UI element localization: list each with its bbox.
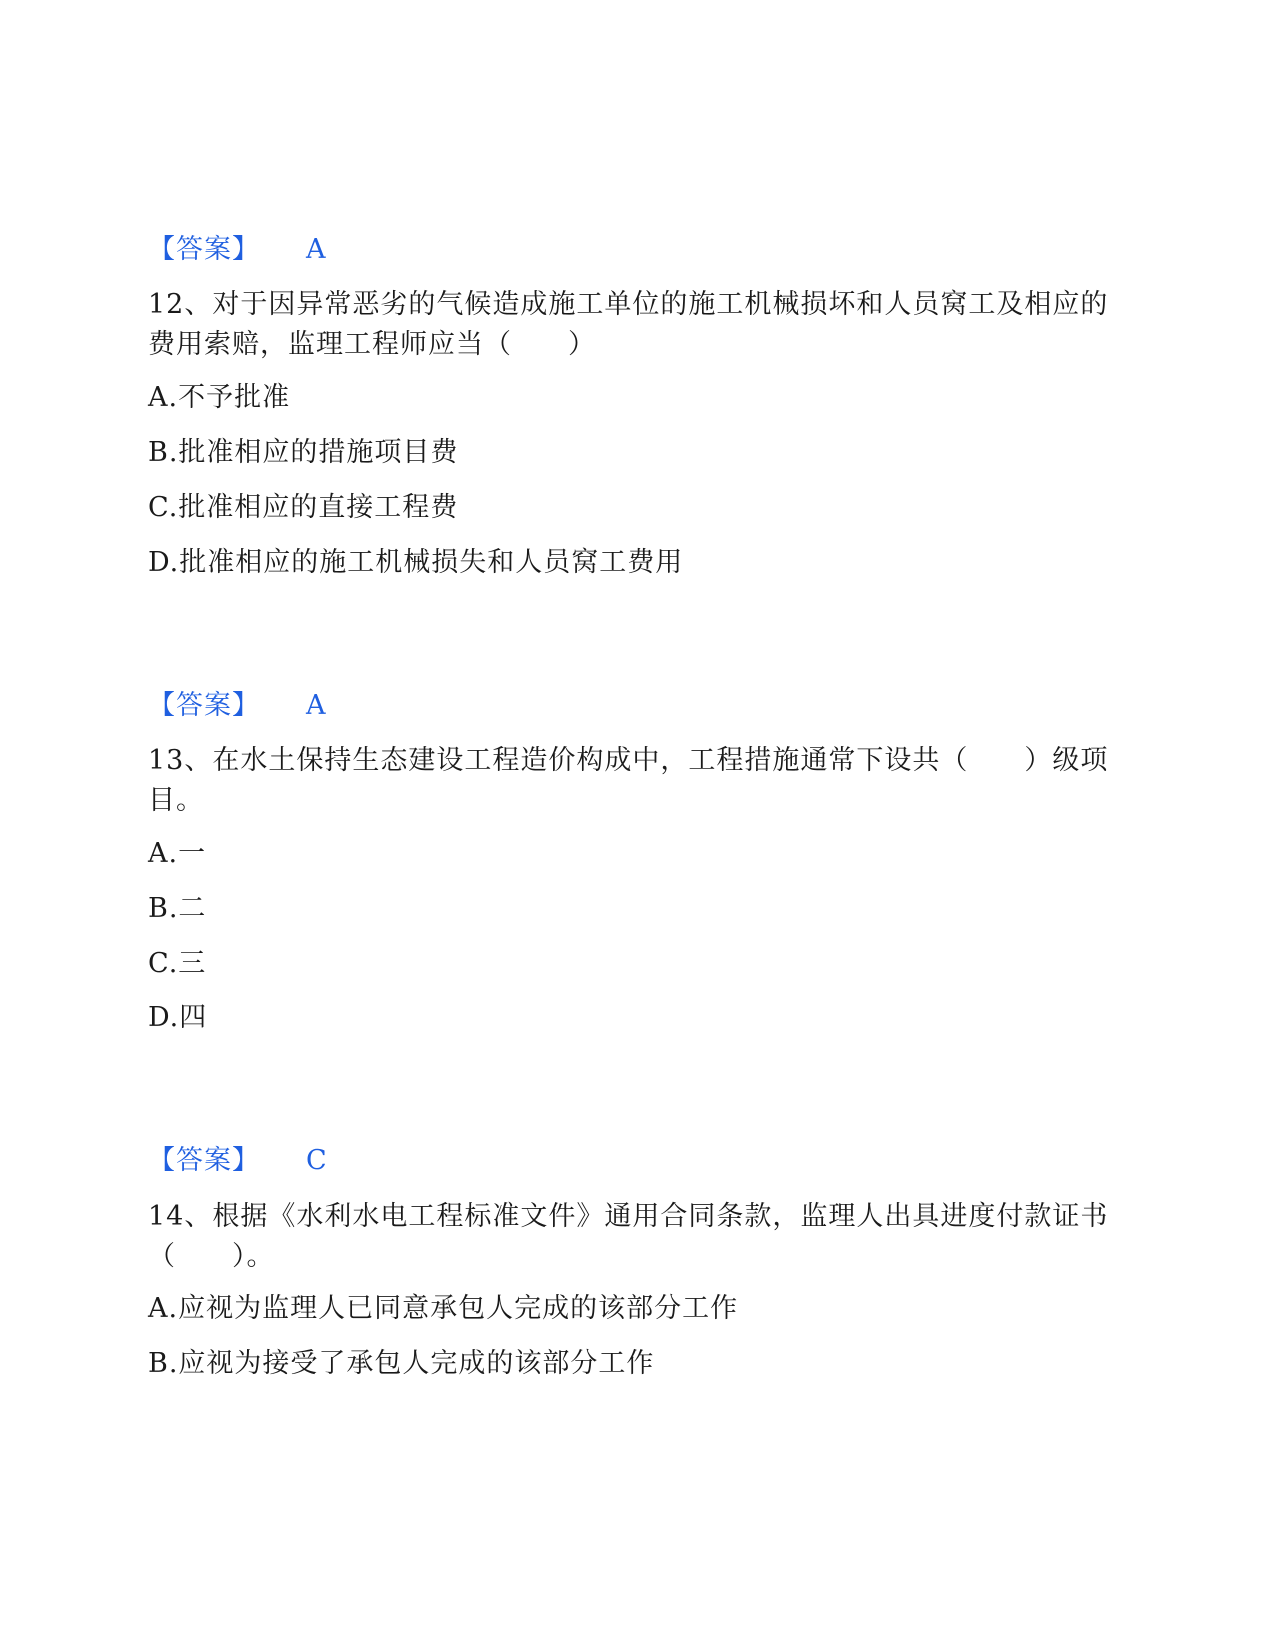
- question-14-text: 14、根据《水利水电工程标准文件》通用合同条款，监理人出具进度付款证书（ ）。: [148, 1201, 1109, 1272]
- question-12-option-b: B.批准相应的措施项目费: [148, 437, 459, 468]
- answer-label: 【答案】: [148, 234, 260, 265]
- question-12-option-d: D.批准相应的施工机械损失和人员窝工费用: [148, 547, 684, 578]
- answer-line: [148, 686, 326, 726]
- answer-label: 【答案】: [148, 1145, 260, 1176]
- answer-line: [148, 230, 326, 270]
- question-14-option-a: A.应视为监理人已同意承包人完成的该部分工作: [148, 1293, 739, 1324]
- question-12-option-a: A.不予批准: [148, 382, 291, 413]
- question-12-option-c: C.批准相应的直接工程费: [148, 492, 459, 523]
- question-13-text: 13、在水土保持生态建设工程造价构成中，工程措施通常下设共（ ）级项目。: [148, 745, 1109, 816]
- question-13-option-b: B.二: [148, 893, 207, 924]
- answer-value: C: [306, 1145, 327, 1176]
- answer-value: A: [306, 690, 326, 721]
- answer-label: 【答案】: [148, 690, 260, 721]
- question-12-text: 12、对于因异常恶劣的气候造成施工单位的施工机械损坏和人员窝工及相应的费用索赔，监理工程师应当（ ）: [148, 289, 1109, 360]
- question-14-option-b: B.应视为接受了承包人完成的该部分工作: [148, 1348, 655, 1379]
- question-13-option-c: C.三: [148, 948, 207, 979]
- answer-line: [148, 1141, 327, 1181]
- answer-value: A: [306, 234, 326, 265]
- question-13-option-a: A.一: [148, 838, 207, 869]
- question-13-option-d: D.四: [148, 1002, 208, 1033]
